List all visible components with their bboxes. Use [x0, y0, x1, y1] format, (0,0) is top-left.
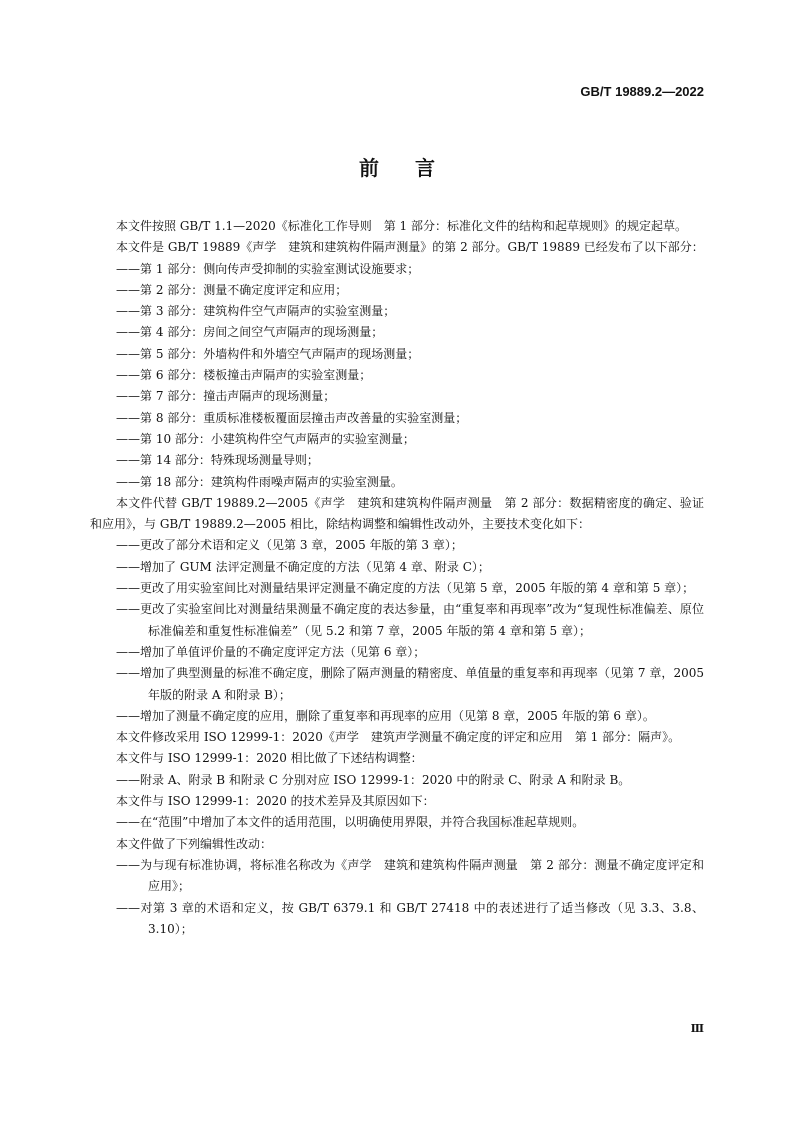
list-item: ——第 5 部分：外墙构件和外墙空气声隔声的现场测量；: [116, 346, 420, 361]
paragraph: 本文件是 GB/T 19889《声学 建筑和建筑构件隔声测量》的第 2 部分。GB/T 19889 已经发布了以下部分：: [116, 240, 704, 255]
list-item: ——增加了 GUM 法评定测量不确定度的方法（见第 4 章、附录 C）；: [116, 559, 490, 574]
paragraph: 本文件按照 GB/T 1.1—2020《标准化工作导则 第 1 部分：标准化文件的结构和起草规则》的规定起草。: [116, 219, 687, 233]
standard-code: GB/T 19889.2—2022: [580, 84, 704, 99]
list-item: ——增加了单值评价量的不确定度评定方法（见第 6 章）；: [116, 644, 426, 659]
list-item: ——更改了用实验室间比对测量结果评定测量不确定度的方法（见第 5 章，2005 年版的第 4 章和第 5 章）；: [116, 581, 695, 596]
paragraph: 本文件与 ISO 12999-1：2020 相比做了下述结构调整：: [116, 751, 423, 766]
list-item: ——增加了典型测量的标准不确定度，删除了隔声测量的精密度、单值量的重复率和再现率（见第 7 章，2005 年版的附录 A 和附录 B）；: [116, 666, 704, 702]
list-item: ——更改了实验室间比对测量结果测量不确定度的表达参量，由“重复率和再现率”改为“复现性标准偏差、原位标准偏差和重复性标准偏差”（见 5.2 和第 7 章，2005 年版的第 4 章和第 5 章）；: [116, 602, 704, 638]
list-item: ——对第 3 章的术语和定义，按 GB/T 6379.1 和 GB/T 27418 中的表述进行了适当修改（见 3.3、3.8、3.10）；: [116, 900, 704, 936]
list-item: ——第 3 部分：建筑构件空气声隔声的实验室测量；: [116, 304, 396, 319]
list-item: ——增加了测量不确定度的应用，删除了重复率和再现率的应用（见第 8 章，2005 年版的第 6 章）。: [116, 708, 655, 723]
list-item: ——第 8 部分：重质标准楼板覆面层撞击声改善量的实验室测量；: [116, 410, 468, 425]
paragraph: 本文件做了下列编辑性改动：: [116, 836, 273, 851]
list-item: ——第 10 部分：小建筑构件空气声隔声的实验室测量；: [116, 431, 415, 446]
page-number: Ⅲ: [690, 1022, 704, 1035]
list-item: ——在“范围”中增加了本文件的适用范围，以明确使用界限，并符合我国标准起草规则。: [116, 815, 585, 830]
list-item: ——更改了部分术语和定义（见第 3 章，2005 年版的第 3 章）；: [116, 538, 463, 553]
list-item: ——第 6 部分：楼板撞击声隔声的实验室测量；: [116, 368, 372, 383]
paragraph: 本文件修改采用 ISO 12999-1：2020《声学 建筑声学测量不确定度的评定和应用 第 1 部分：隔声》。: [116, 730, 681, 745]
paragraph: 本文件与 ISO 12999-1：2020 的技术差异及其原因如下：: [116, 794, 435, 809]
list-item: ——为与现有标准协调，将标准名称改为《声学 建筑和建筑构件隔声测量 第 2 部分：测量不确定度评定和应用》；: [116, 857, 704, 894]
page-title: 前言: [359, 156, 471, 180]
list-item: ——第 4 部分：房间之间空气声隔声的现场测量；: [116, 325, 384, 340]
list-item: ——第 7 部分：撞击声隔声的现场测量；: [116, 389, 336, 404]
paragraph: 本文件代替 GB/T 19889.2—2005《声学 建筑和建筑构件隔声测量 第 2 部分：数据精密度的确定、验证和应用》，与 GB/T 19889.2—2005 相比，除结构调整和编辑性改动外，主要技术变化如下：: [90, 495, 704, 532]
list-item: ——第 1 部分：侧向传声受抑制的实验室测试设施要求；: [116, 261, 420, 276]
list-item: ——附录 A、附录 B 和附录 C 分别对应 ISO 12999-1：2020 中的附录 C、附录 A 和附录 B。: [116, 772, 631, 787]
list-item: ——第 2 部分：测量不确定度评定和应用；: [116, 282, 348, 297]
list-item: ——第 14 部分：特殊现场测量导则；: [116, 453, 319, 468]
list-item: ——第 18 部分：建筑构件雨噪声隔声的实验室测量。: [116, 474, 403, 489]
document-body: [90, 216, 704, 940]
